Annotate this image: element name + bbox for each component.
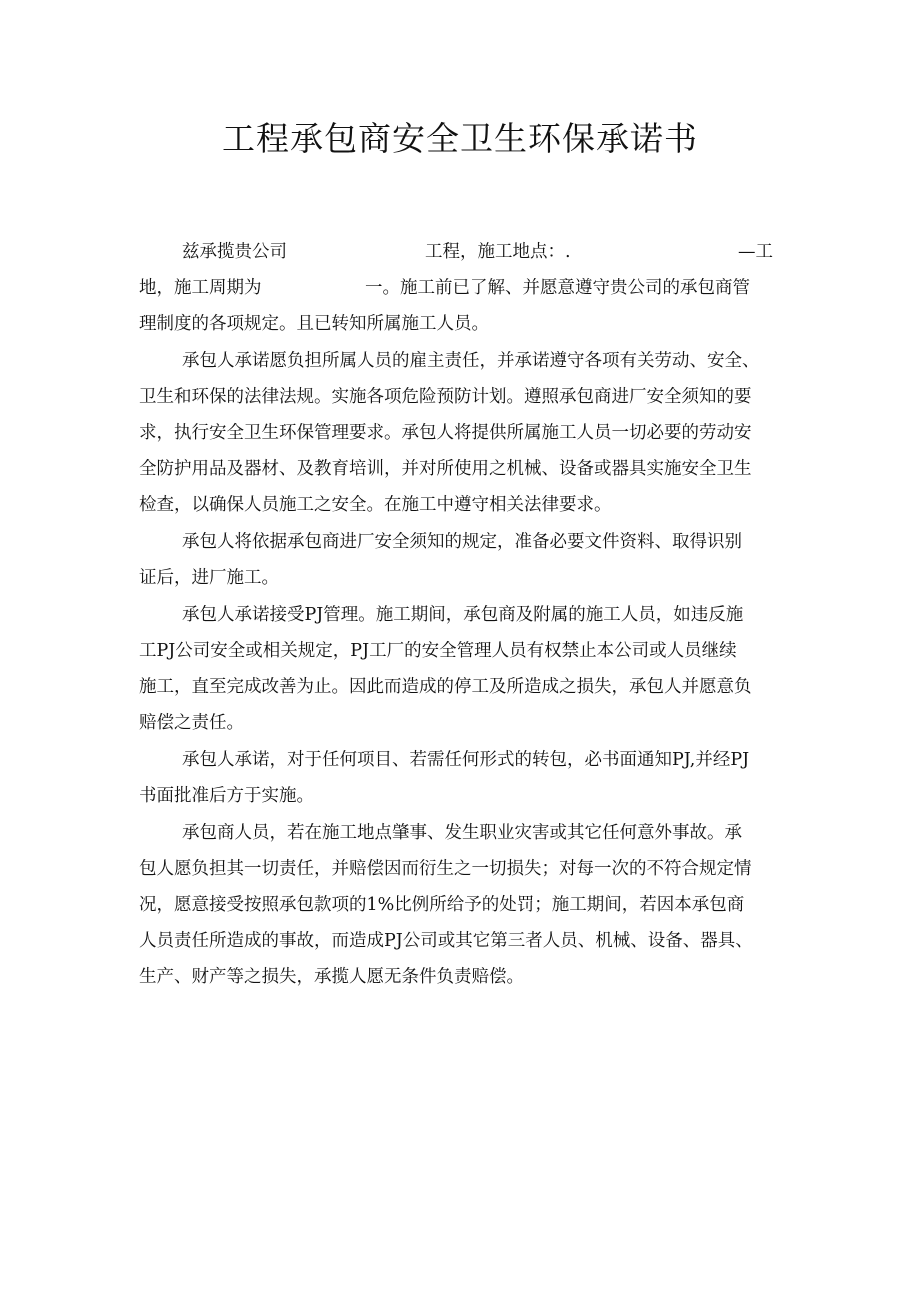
- paragraph-1-line-3: 理制度的各项规定。且已转知所属施工人员。: [139, 314, 489, 334]
- period-suffix-text: 一。施工前已了解、并愿意遵守贵公司的承包商管: [365, 278, 750, 298]
- paragraph-4-line-3: 施工，直至完成改善为止。因此而造成的停工及所造成之损失，承包人并愿意负: [139, 677, 752, 697]
- site-suffix-text: —工: [738, 242, 773, 262]
- paragraph-6-line-2: 包人愿负担其一切责任，并赔偿因而衍生之一切损失；对每一次的不符合规定情: [139, 859, 752, 879]
- paragraph-2-line-1: 承包人承诺愿负担所属人员的雇主责任，并承诺遵守各项有关劳动、安全、: [182, 351, 760, 371]
- paragraph-3-line-2: 证后，进厂施工。: [139, 568, 279, 588]
- paragraph-2-line-4: 全防护用品及器材、及教育培训，并对所使用之机械、设备或器具实施安全卫生: [139, 459, 752, 479]
- document-title: 工程承包商安全卫生环保承诺书: [222, 119, 698, 158]
- paragraph-6-line-1: 承包商人员，若在施工地点肇事、发生职业灾害或其它任何意外事故。承: [182, 823, 742, 843]
- paragraph-4-line-1: 承包人承诺接受PJ管理。施工期间，承包商及附属的施工人员，如违反施: [182, 605, 744, 625]
- paragraph-6-line-3: 况，愿意接受按照承包款项的1%比例所给予的处罚；施工期间，若因本承包商: [139, 895, 745, 915]
- paragraph-1-line-2: [139, 275, 789, 301]
- paragraph-6-line-5: 生产、财产等之损失，承揽人愿无条件负责赔偿。: [139, 967, 524, 987]
- paragraph-1-line-1: [182, 239, 782, 265]
- paragraph-2-line-3: 求，执行安全卫生环保管理要求。承包人将提供所属施工人员一切必要的劳动安: [139, 423, 752, 443]
- paragraph-5-line-2: 书面批准后方于实施。: [139, 786, 314, 806]
- intro-text: 兹承揽贵公司: [182, 242, 287, 262]
- paragraph-4-line-4: 赔偿之责任。: [139, 713, 244, 733]
- paragraph-2-line-5: 检查，以确保人员施工之安全。在施工中遵守相关法律要求。: [139, 495, 612, 515]
- paragraph-3-line-1: 承包人将依据承包商进厂安全须知的规定，准备必要文件资料、取得识别: [182, 532, 742, 552]
- paragraph-2-line-2: 卫生和环保的法律法规。实施各项危险预防计划。遵照承包商进厂安全须知的要: [139, 387, 752, 407]
- period-label-text: 地，施工周期为: [139, 278, 262, 298]
- project-site-text: 工程，施工地点：.: [425, 242, 571, 262]
- paragraph-5-line-1: 承包人承诺，对于任何项目、若需任何形式的转包，必书面通知PJ,并经PJ: [182, 750, 750, 770]
- paragraph-4-line-2: 工PJ公司安全或相关规定，PJ工厂的安全管理人员有权禁止本公司或人员继续: [139, 641, 737, 661]
- paragraph-6-line-4: 人员责任所造成的事故，而造成PJ公司或其它第三者人员、机械、设备、器具、: [139, 931, 753, 951]
